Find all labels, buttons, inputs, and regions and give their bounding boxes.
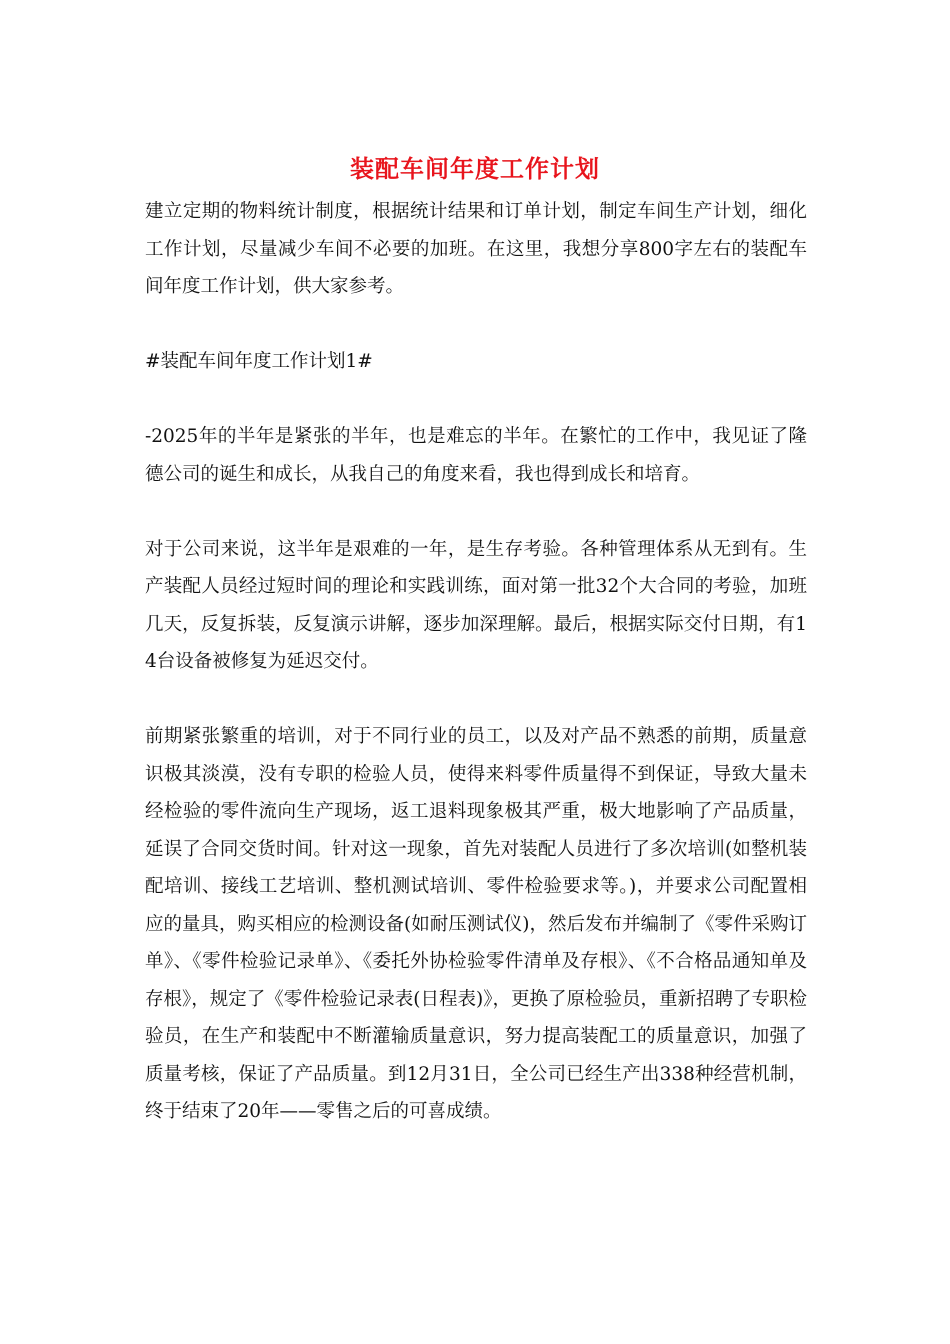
document-body (145, 193, 807, 1131)
section-heading: #装配车间年度工作计划1# (145, 351, 373, 372)
paragraph: -2025年的半年是紧张的半年，也是难忘的半年。在繁忙的工作中，我见证了隆德公司的诞生和成长，从我自己的角度来看，我也得到成长和培育。 (145, 426, 807, 485)
paragraph: 对于公司来说，这半年是艰难的一年，是生存考验。各种管理体系从无到有。生产装配人员经过短时间的理论和实践训练，面对第一批32个大合同的考验，加班几天，反复拆装，反复演示讲解，逐步加深理解。最后，根据实际交付日期，有14台设备被修复为延迟交付。 (145, 538, 807, 672)
paragraph: 前期紧张繁重的培训，对于不同行业的员工，以及对产品不熟悉的前期，质量意识极其淡漠，没有专职的检验人员，使得来料零件质量得不到保证，导致大量未经检验的零件流向生产现场，返工退料现象极其严重，极大地影响了产品质量，延误了合同交货时间。针对这一现象，首先对装配人员进行了多次培训(如整机装配培训、接线工艺培训、整机测试培训、零件检验要求等。)，并要求公司配置相应的量具，购买相应的检测设备(如耐压测试仪)，然后发布并编制了《零件采购订单》、《零件检验记录单》、《委托外协检验零件清单及存根》、《不合格品通知单及存根》，规定了《零件检验记录表(日程表)》，更换了原检验员，重新招聘了专职检验员，在生产和装配中不断灌输质量意识，努力提高装配工的质量意识，加强了质量考核，保证了产品质量。到12月31日，全公司已经生产出338种经营机制，终于结束了20年——零售之后的可喜成绩。 (145, 726, 807, 1122)
intro-paragraph: 建立定期的物料统计制度，根据统计结果和订单计划，制定车间生产计划，细化工作计划，尽量减少车间不必要的加班。在这里，我想分享800字左右的装配车间年度工作计划，供大家参考。 (145, 201, 807, 297)
document-title: 装配车间年度工作计划 (350, 154, 600, 183)
